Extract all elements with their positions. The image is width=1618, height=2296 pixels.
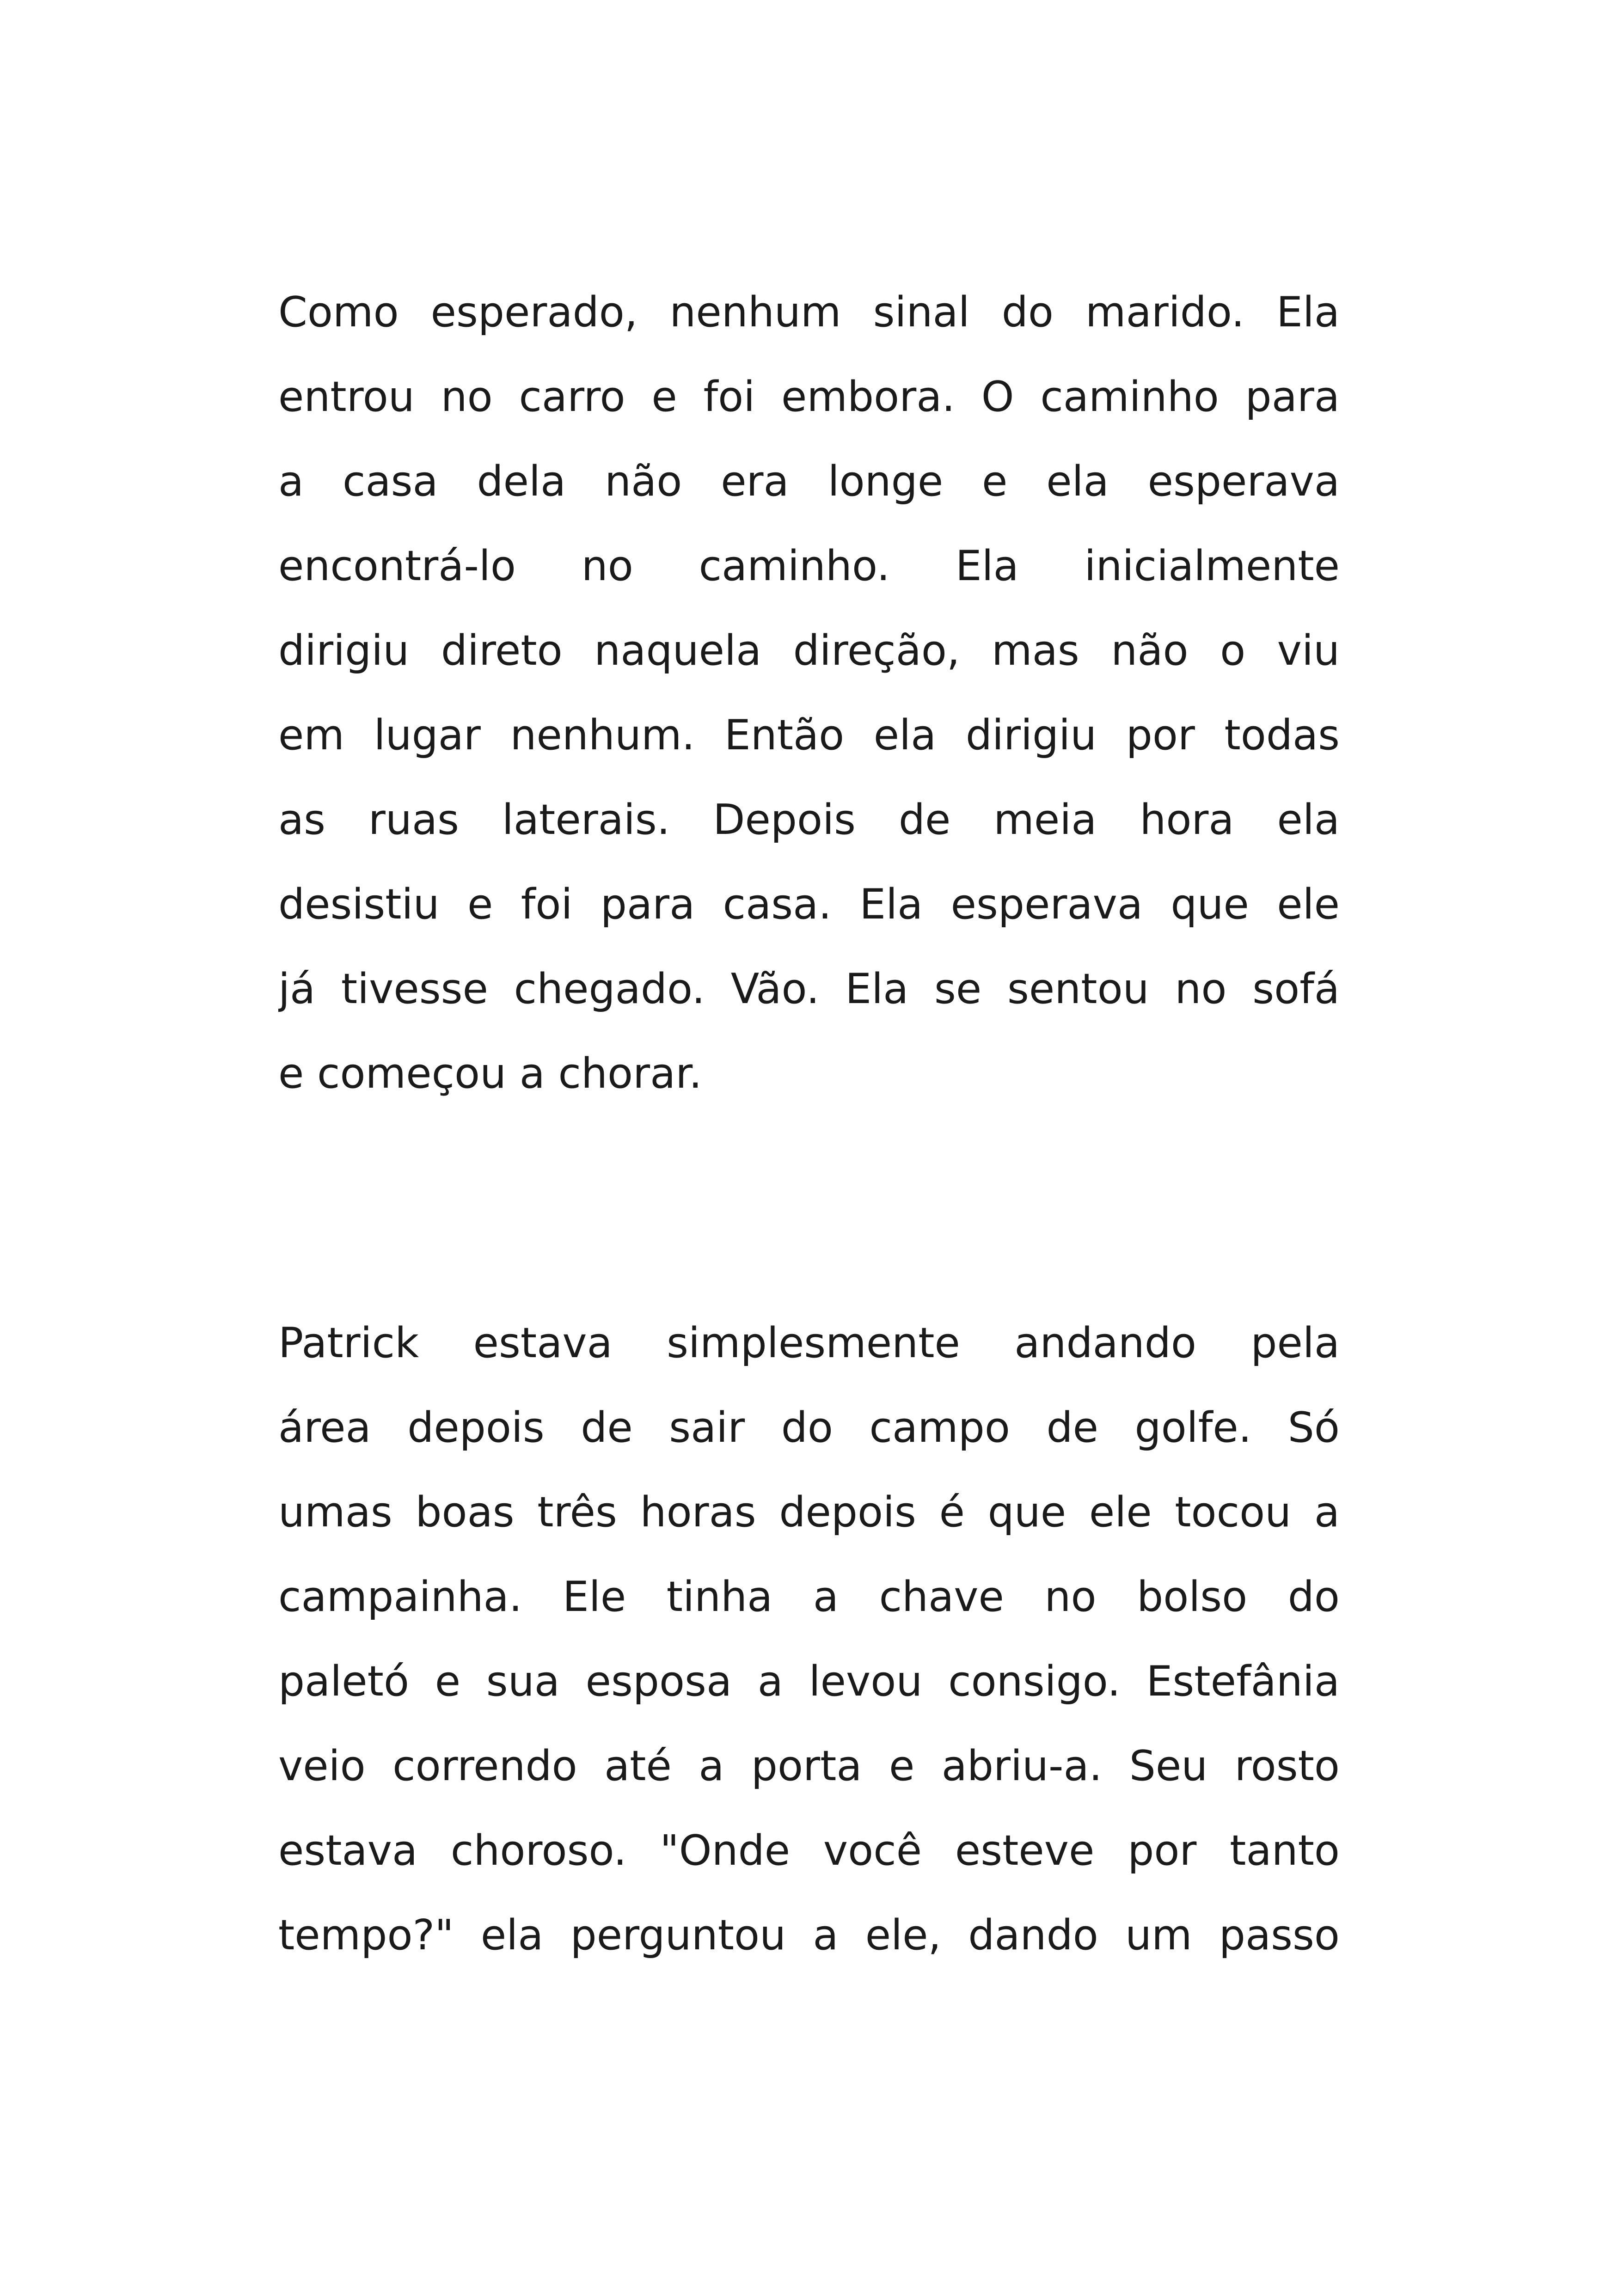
text-line: dirigiu direto naquela direção, mas não o viu (278, 626, 1340, 675)
text-line: e começou a chorar. (278, 1049, 702, 1098)
text-line: Patrick estava simplesmente andando pela (278, 1319, 1340, 1367)
text-line: já tivesse chegado. Vão. Ela se sentou no sofá (278, 965, 1340, 1013)
text-line: estava choroso. "Onde você esteve por tanto (278, 1826, 1340, 1875)
text-line: a casa dela não era longe e ela esperava (278, 457, 1340, 506)
text-line: as ruas laterais. Depois de meia hora ela (278, 796, 1340, 844)
text-line: entrou no carro e foi embora. O caminho para (278, 373, 1340, 421)
paragraph (278, 1301, 1340, 1978)
text-line: área depois de sair do campo de golfe. Só (278, 1403, 1340, 1452)
text-line: Como esperado, nenhum sinal do marido. Ela (278, 288, 1340, 337)
text-line: veio correndo até a porta e abriu-a. Seu rosto (278, 1742, 1340, 1790)
text-line: encontrá-lo no caminho. Ela inicialmente (278, 542, 1340, 590)
paragraph (278, 270, 1340, 1116)
text-line: em lugar nenhum. Então ela dirigiu por todas (278, 711, 1340, 759)
text-line: umas boas três horas depois é que ele tocou a (278, 1488, 1340, 1537)
text-line: desistiu e foi para casa. Ela esperava que ele (278, 880, 1340, 929)
text-line: campainha. Ele tinha a chave no bolso do (278, 1573, 1340, 1621)
text-line: paletó e sua esposa a levou consigo. Estefânia (278, 1657, 1340, 1706)
text-line: tempo?" ela perguntou a ele, dando um passo (278, 1911, 1340, 1959)
